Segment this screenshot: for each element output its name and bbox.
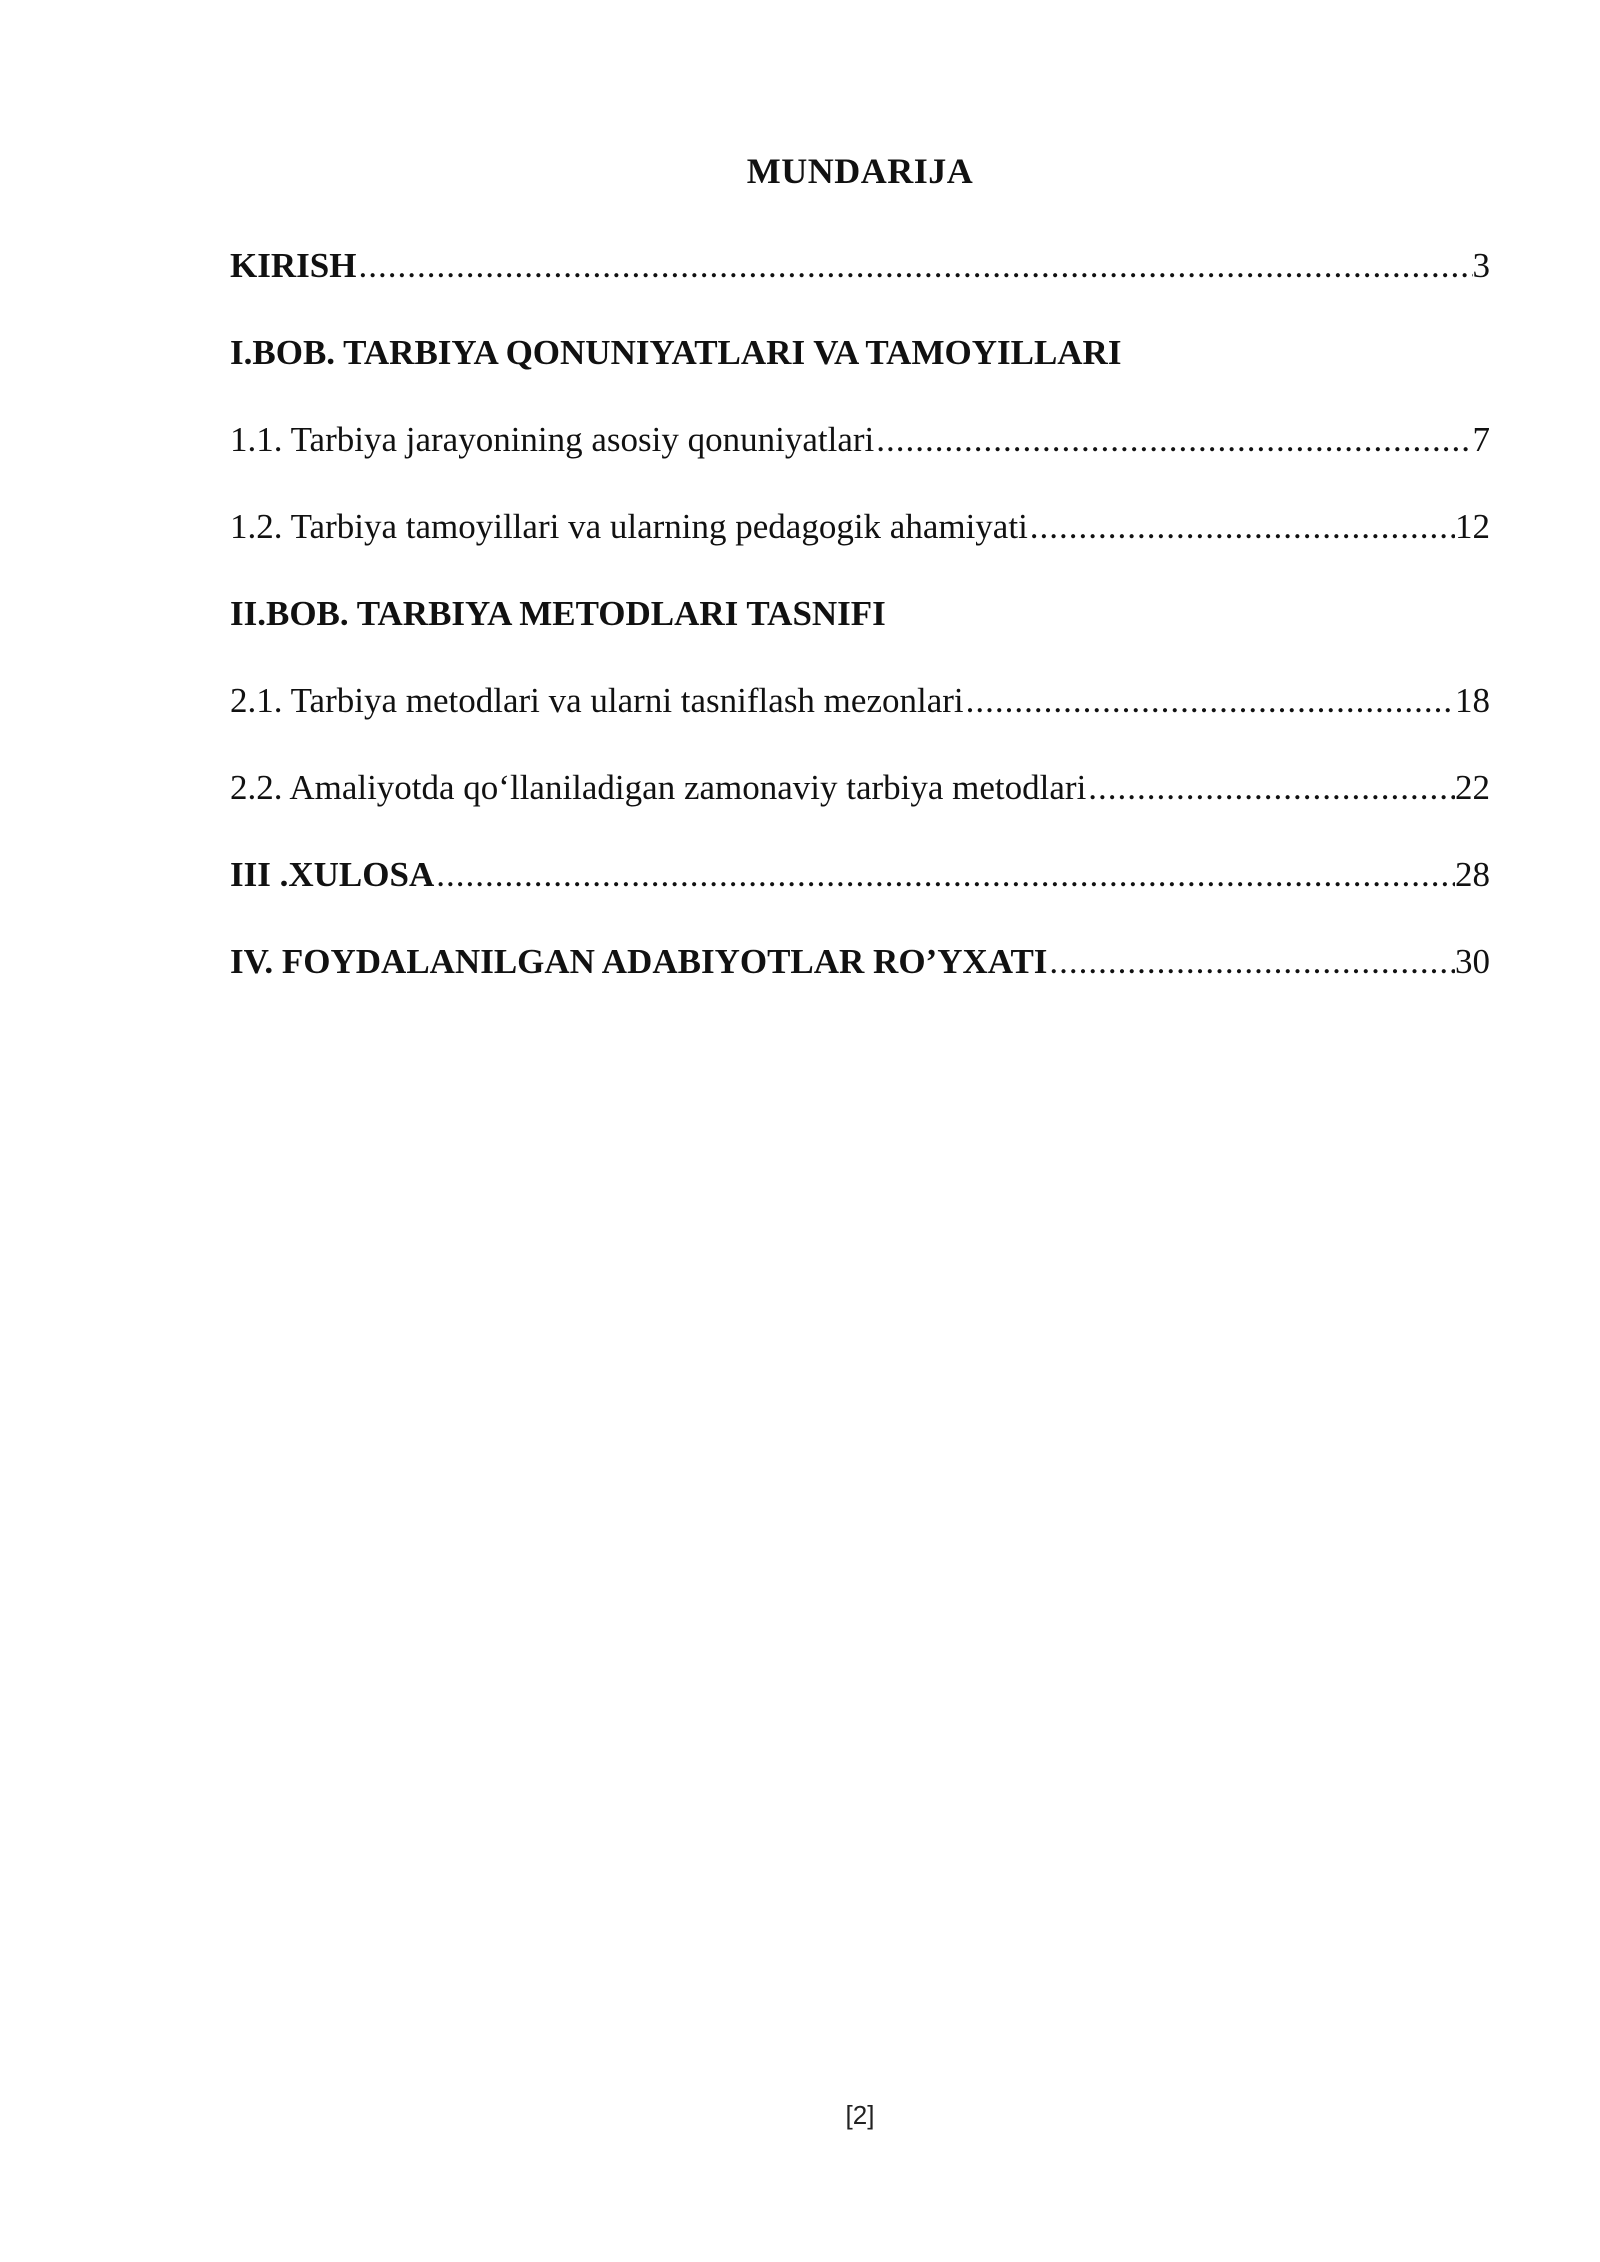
toc-entry-section-2-2[interactable]	[230, 758, 1490, 845]
toc-dot-leader	[964, 671, 1455, 731]
toc-entry-kirish[interactable]	[230, 236, 1490, 323]
toc-entry-page: 30	[1455, 942, 1490, 981]
toc-entry-section-1-1[interactable]	[230, 410, 1490, 497]
toc-dot-leader	[1047, 932, 1455, 992]
toc-entry-label: I.BOB. TARBIYA QONUNIYATLARI VA TAMOYILLARI	[230, 333, 1122, 372]
toc-entry-section-2-1[interactable]	[230, 671, 1490, 758]
toc-dot-leader	[874, 410, 1472, 470]
toc-dot-leader	[434, 845, 1455, 905]
toc-entry-chapter-2[interactable]	[230, 584, 1490, 671]
toc-dot-leader	[1086, 758, 1455, 818]
toc-entry-label: KIRISH	[230, 246, 357, 285]
toc-entry-page: 28	[1455, 855, 1490, 894]
toc-entry-label: II.BOB. TARBIYA METODLARI TASNIFI	[230, 594, 886, 633]
toc-entry-section-1-2[interactable]	[230, 497, 1490, 584]
toc-entry-label: 2.2. Amaliyotda qo‘llaniladigan zamonaviy tarbiya metodlari	[230, 768, 1087, 807]
toc-entry-page: 18	[1455, 681, 1490, 720]
toc-entry-page: 22	[1455, 768, 1490, 807]
toc-entry-references[interactable]	[230, 932, 1490, 1019]
toc-entry-page: 12	[1455, 507, 1490, 546]
toc-entry-label: 1.1. Tarbiya jarayonining asosiy qonuniyatlari	[230, 420, 875, 459]
table-of-contents	[230, 236, 1490, 1019]
toc-entry-page: 7	[1472, 420, 1490, 459]
page-number: [2]	[845, 2100, 875, 2130]
toc-entry-label: III .XULOSA	[230, 855, 435, 894]
toc-dot-leader	[356, 236, 1472, 296]
toc-title: MUNDARIJA	[746, 151, 974, 191]
toc-entry-page: 3	[1472, 246, 1490, 285]
toc-entry-xulosa[interactable]	[230, 845, 1490, 932]
toc-entry-label: IV. FOYDALANILGAN ADABIYOTLAR RO’YXATI	[230, 942, 1048, 981]
toc-entry-chapter-1[interactable]	[230, 323, 1490, 410]
toc-entry-label: 2.1. Tarbiya metodlari va ularni tasniflash mezonlari	[230, 681, 964, 720]
toc-entry-label: 1.2. Tarbiya tamoyillari va ularning pedagogik ahamiyati	[230, 507, 1028, 546]
toc-dot-leader	[1028, 497, 1455, 557]
